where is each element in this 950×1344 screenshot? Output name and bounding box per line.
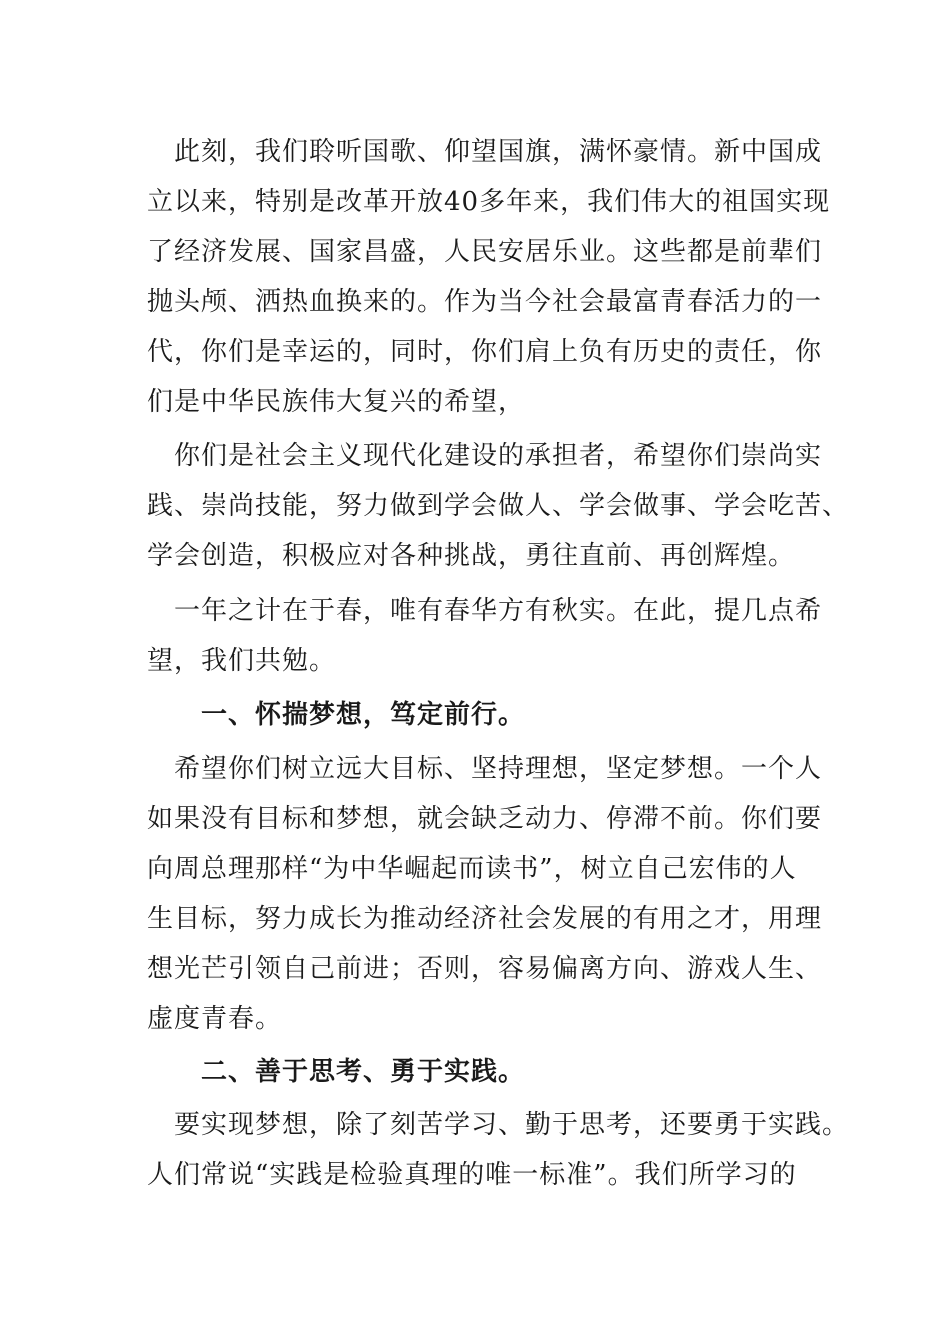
paragraph-line: 希望你们树立远大目标、坚持理想，坚定梦想。一个人	[147, 754, 823, 784]
paragraph-line: 们是中华民族伟大复兴的希望，	[147, 387, 526, 417]
paragraph-line: 一年之计在于春，唯有春华方有秋实。在此，提几点希	[147, 596, 823, 626]
paragraph-line: 向周总理那样“为中华崛起而读书”，树立自己宏伟的人	[147, 854, 797, 884]
paragraph-line: 立以来，特别是改革开放40多年来，我们伟大的祖国实现	[147, 187, 831, 217]
paragraph-line: 你们是社会主义现代化建设的承担者，希望你们崇尚实	[147, 441, 823, 471]
paragraph-line: 人们常说“实践是检验真理的唯一标准”。我们所学习的	[147, 1160, 797, 1190]
paragraph-line: 生目标，努力成长为推动经济社会发展的有用之才，用理	[147, 904, 823, 934]
paragraph-line: 了经济发展、国家昌盛，人民安居乐业。这些都是前辈们	[147, 237, 823, 267]
paragraph-line: 抛头颅、洒热血换来的。作为当今社会最富青春活力的一	[147, 287, 823, 317]
paragraph-line: 虚度青春。	[147, 1004, 283, 1034]
paragraph-line: 践、崇尚技能，努力做到学会做人、学会做事、学会吃苦、	[147, 491, 850, 521]
paragraph-line: 望，我们共勉。	[147, 646, 337, 676]
paragraph-line: 代，你们是幸运的，同时，你们肩上负有历史的责任，你	[147, 337, 823, 367]
section-heading-1: 一、怀揣梦想，笃定前行。	[147, 700, 526, 730]
paragraph-line: 如果没有目标和梦想，就会缺乏动力、停滞不前。你们要	[147, 804, 823, 834]
paragraph-line: 想光芒引领自己前进；否则，容易偏离方向、游戏人生、	[147, 954, 823, 984]
paragraph-line: 学会创造，积极应对各种挑战，勇往直前、再创辉煌。	[147, 541, 796, 571]
paragraph-line: 要实现梦想，除了刻苦学习、勤于思考，还要勇于实践。	[147, 1110, 850, 1140]
section-heading-2: 二、善于思考、勇于实践。	[147, 1057, 526, 1087]
paragraph-line: 此刻，我们聆听国歌、仰望国旗，满怀豪情。新中国成	[147, 137, 823, 167]
